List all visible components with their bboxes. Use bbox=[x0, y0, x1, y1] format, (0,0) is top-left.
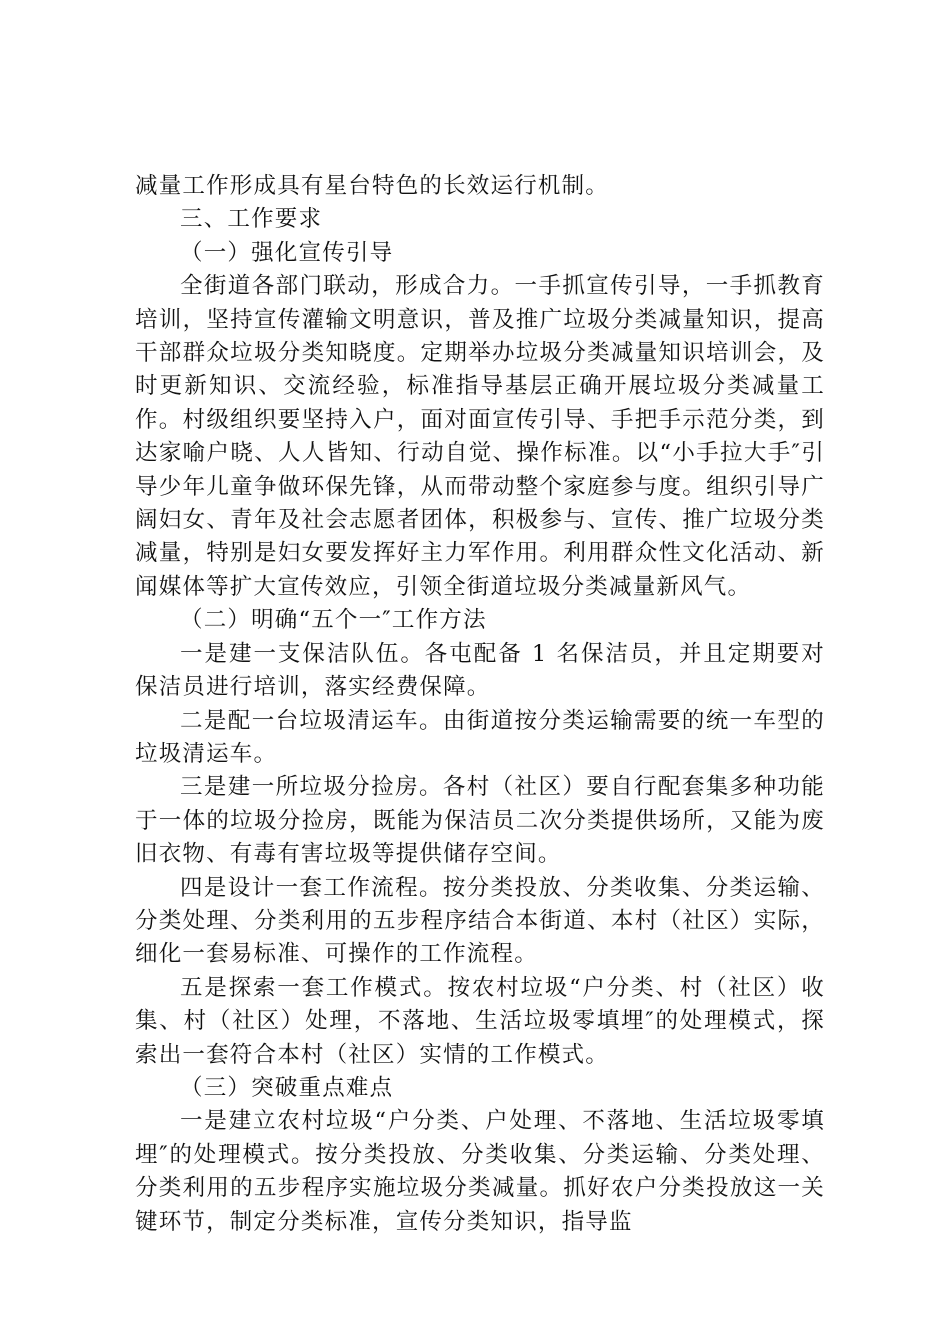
paragraph-rural-garbage-mode: 一是建立农村垃圾“户分类、户处理、不落地、生活垃圾零填埋″的处理模式。按分类投放、分类收集、分类运输、分类处理、分类利用的五步程序实施垃圾分类减量。抓好农户分类投放这一关键环节，制定分类标准，宣传分类知识，指导监 bbox=[135, 1108, 825, 1235]
paragraph-work-mode: 五是探索一套工作模式。按农村垃圾“户分类、村（社区）收集、村（社区）处理，不落地、生活垃圾零填埋″的处理模式，探索出一套符合本村（社区）实情的工作模式。 bbox=[135, 974, 825, 1068]
paragraph-work-process: 四是设计一套工作流程。按分类投放、分类收集、分类运输、分类处理、分类利用的五步程序结合本街道、本村（社区）实际，细化一套易标准、可操作的工作流程。 bbox=[135, 874, 825, 968]
paragraph-continued: 减量工作形成具有星台特色的长效运行机制。 bbox=[135, 173, 610, 199]
subheading-five-ones: （二）明确“五个一″工作方法 bbox=[180, 607, 487, 634]
document-page bbox=[135, 170, 825, 1239]
paragraph-sorting-room: 三是建一所垃圾分捡房。各村（社区）要自行配套集多种功能于一体的垃圾分捡房，既能为保洁员二次分类提供场所，又能为废旧衣物、有毒有害垃圾等提供储存空间。 bbox=[135, 774, 825, 868]
subheading-key-difficulties: （三）突破重点难点 bbox=[180, 1074, 394, 1101]
paragraph-publicity: 全街道各部门联动，形成合力。一手抓宣传引导，一手抓教育培训，坚持宣传灌输文明意识，普及推广垃圾分类减量知识，提高干部群众垃圾分类知晓度。定期举办垃圾分类减量知识培训会，及时更新知识、交流经验，标准指导基层正确开展垃圾分类减量工作。村级组织要坚持入户，面对面宣传引导、手把手示范分类，到达家喻户晓、人人皆知、行动自觉、操作标准。以“小手拉大手″引导少年儿童争做环保先锋，从而带动整个家庭参与度。组织引导广阔妇女、青年及社会志愿者团体，积极参与、宣传、推广垃圾分类减量，特别是妇女要发挥好主力军作用。利用群众性文化活动、新闻媒体等扩大宣传效应，引领全街道垃圾分类减量新风气。 bbox=[135, 273, 825, 600]
section-heading-work-requirements: 三、工作要求 bbox=[180, 206, 323, 233]
paragraph-cleaning-team: 一是建一支保洁队伍。各屯配备 1 名保洁员，并且定期要对保洁员进行培训，落实经费保障。 bbox=[135, 640, 825, 701]
subheading-publicity: （一）强化宣传引导 bbox=[180, 239, 394, 266]
paragraph-garbage-truck: 二是配一台垃圾清运车。由街道按分类运输需要的统一车型的垃圾清运车。 bbox=[135, 707, 825, 767]
